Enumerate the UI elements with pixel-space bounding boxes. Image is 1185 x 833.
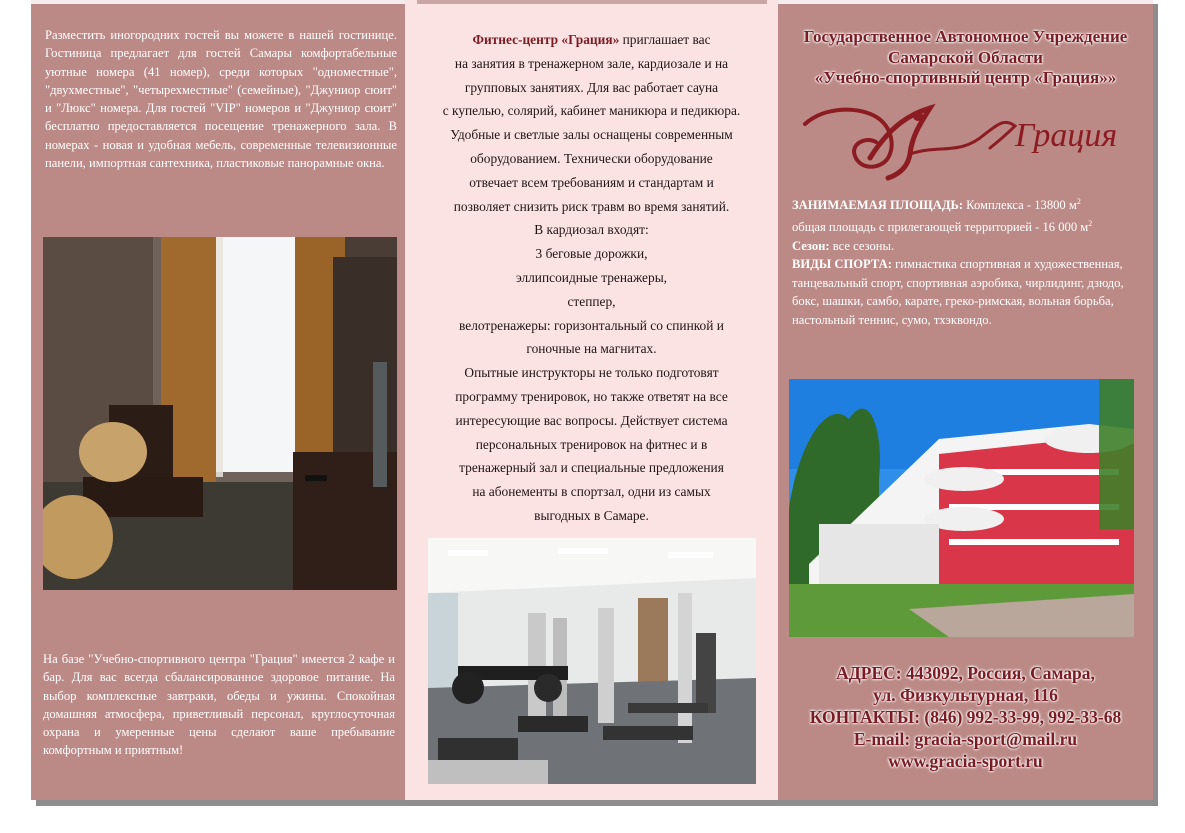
- text-line: на занятия в тренажерном зале, кардиозале и на: [454, 55, 729, 71]
- season-line: Сезон: все сезоны.: [792, 238, 895, 253]
- area-total-line: общая площадь с прилегающей территорией - 16 000 $м^2$: [792, 218, 1093, 234]
- hotel-description: Разместить иногородних гостей вы можете в нашей гостинице. Гостиница предлагает для гостей Самары комфортабельные уютные номера (41 номер), среди которых "одноместные", "двухместные", "четырехместные" (семейные), "Джуниор сюит" и "Люкс" номера. Для гостей "VIP" номеров и "Джуниор сюит" бесплатно предоставляется посещение тренажерного зала. В номерах - новая и удобная мебель, современные телевизионные панели, импортная сантехника, пластиковые панорамные окна.: [45, 28, 397, 171]
- organization-title: [778, 27, 1153, 89]
- org-line: «Учебно-спортивный центр «Грация»»: [814, 68, 1117, 87]
- sports-label: ВИДЫ СПОРТА:: [792, 257, 892, 272]
- text-line: эллипсоидные тренажеры,: [515, 269, 668, 285]
- text-line: групповых занятиях. Для вас работает сауна: [464, 79, 719, 95]
- top-strip: [417, 0, 767, 4]
- text-line: персональных тренировок на фитнес и в: [475, 436, 708, 452]
- building-photo: [789, 379, 1134, 637]
- hotel-room-photo: [43, 237, 397, 590]
- email-line: E-mail: gracia-sport@mail.ru: [853, 729, 1078, 749]
- text-line: 3 беговые дорожки,: [535, 246, 648, 262]
- gracia-logo: [800, 96, 1140, 186]
- text-line: степпер,: [567, 293, 616, 309]
- fitness-intro-line: Фитнес-центр «Грация» приглашает вас: [472, 32, 711, 47]
- middle-panel: [405, 0, 778, 800]
- text-line: оборудованием. Технически оборудование: [470, 150, 713, 166]
- area-label: ЗАНИМАЕМАЯ ПЛОЩАДЬ:: [792, 198, 964, 213]
- gym-photo: [428, 538, 756, 784]
- text-line: на абонементы в спортзал, одни из самых: [472, 484, 711, 500]
- text-line: тренажерный зал и специальные предложения: [459, 460, 724, 476]
- website-line: www.gracia-sport.ru: [888, 751, 1043, 771]
- right-panel: [778, 0, 1153, 800]
- sports-line: ВИДЫ СПОРТА: гимнастика спортивная и художественная, танцевальный спорт, спортивная аэробика, чирлидинг, дзюдо, бокс, шашки, самбо, карате, греко-римская, вольная борьба, настольный теннис, сумо, тхэквондо.: [792, 257, 1124, 327]
- text-line: с купелью, солярий, кабинет маникюра и педикюра.: [442, 103, 741, 119]
- text-line: отвечает всем требованиям и стандартам и: [469, 174, 714, 190]
- logo-text: Грация: [1015, 117, 1118, 154]
- street-line: ул. Физкультурная, 116: [873, 685, 1058, 705]
- contact-block: [778, 662, 1153, 772]
- fitness-brand: Фитнес-центр «Грация»: [472, 32, 620, 47]
- left-panel: [31, 0, 405, 800]
- org-line: Самарской Области: [888, 47, 1043, 67]
- text-line: Удобные и светлые залы оснащены современным: [450, 127, 733, 143]
- fitness-description: [405, 28, 778, 528]
- season-label: Сезон:: [792, 238, 830, 253]
- text-line: позволяет снизить риск травм во время занятий.: [453, 198, 730, 214]
- phone-line: КОНТАКТЫ: (846) 992-33-99, 992-33-68: [809, 707, 1122, 727]
- address-line: АДРЕС: 443092, Россия, Самара,: [836, 663, 1095, 683]
- text-line: велотренажеры: горизонтальный со спинкой и: [459, 317, 724, 333]
- top-strip: [778, 0, 1153, 4]
- facility-facts: [792, 193, 1152, 330]
- text-line: Опытные инструкторы не только подготовят: [464, 365, 719, 381]
- cafe-description: На базе "Учебно-спортивного центра "Грация" имеется 2 кафе и бар. Для вас всегда сбалансированное здоровое питание. На выбор комплексные завтраки, обеды и ужины. Спокойная домашняя атмосфера, приветливый персонал, круглосуточная охрана и умеренные цены сделают ваше пребывание комфортным и приятным!: [43, 652, 395, 758]
- top-strip: [31, 0, 405, 4]
- text-line: программу тренировок, но также ответят на все: [455, 388, 728, 404]
- text-line: В кардиозал входят:: [534, 222, 649, 238]
- text-line: выгодных в Самаре.: [534, 507, 649, 523]
- org-line: Государственное Автономное Учреждение: [803, 27, 1128, 46]
- text-line: гоночные на магнитах.: [526, 341, 657, 357]
- text-line: интересующие вас вопросы. Действует система: [455, 412, 728, 428]
- area-line: ЗАНИМАЕМАЯ ПЛОЩАДЬ: Комплекса - 13800 $м^2$: [792, 197, 1081, 213]
